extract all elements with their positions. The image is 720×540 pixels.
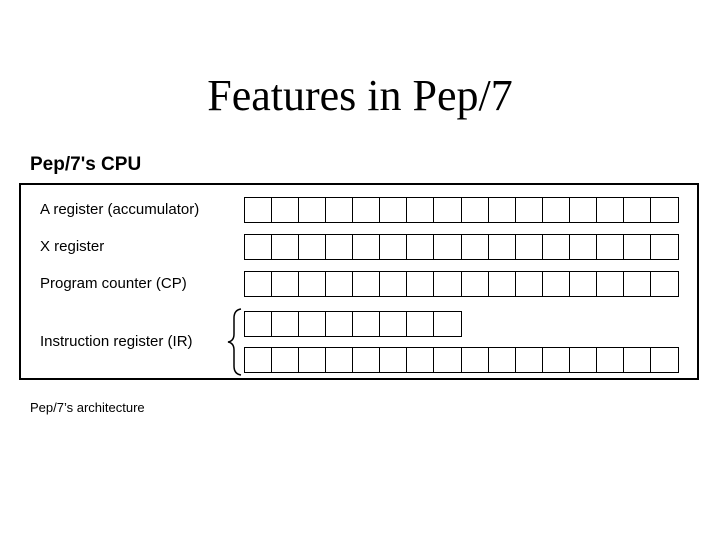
register-cell: [651, 348, 678, 372]
register-cell: [245, 272, 272, 296]
register-cell: [462, 235, 489, 259]
register-cell: [543, 198, 570, 222]
register-cell: [380, 235, 407, 259]
x-register-cells: [244, 234, 679, 260]
register-cell: [597, 235, 624, 259]
register-cell: [380, 312, 407, 336]
register-cell: [326, 235, 353, 259]
register-cell: [299, 348, 326, 372]
register-cell: [624, 272, 651, 296]
program-counter-cells: [244, 271, 679, 297]
register-cell: [489, 198, 516, 222]
register-cell: [651, 272, 678, 296]
register-cell: [570, 272, 597, 296]
register-cell: [299, 312, 326, 336]
x-register-label: X register: [40, 238, 105, 255]
register-cell: [326, 198, 353, 222]
register-cell: [245, 312, 272, 336]
register-cell: [543, 272, 570, 296]
figure-caption: Pep/7’s architecture: [30, 400, 145, 415]
register-cell: [326, 348, 353, 372]
register-cell: [272, 198, 299, 222]
register-cell: [245, 198, 272, 222]
register-cell: [462, 348, 489, 372]
a-register-cells: [244, 197, 679, 223]
program-counter-label: Program counter (CP): [40, 275, 187, 292]
register-cell: [516, 235, 543, 259]
register-cell: [597, 198, 624, 222]
a-register-label: A register (accumulator): [40, 201, 200, 218]
register-cell: [299, 272, 326, 296]
curly-brace-icon: [226, 308, 244, 376]
register-cell: [624, 348, 651, 372]
register-cell: [570, 235, 597, 259]
register-cell: [299, 198, 326, 222]
register-cell: [489, 272, 516, 296]
register-cell: [272, 235, 299, 259]
register-cell: [380, 348, 407, 372]
instruction-register-label: Instruction register (IR): [40, 333, 193, 350]
register-cell: [245, 235, 272, 259]
register-cell: [516, 272, 543, 296]
register-cell: [434, 272, 461, 296]
register-cell: [272, 272, 299, 296]
register-cell: [380, 272, 407, 296]
register-cell: [570, 348, 597, 372]
register-cell: [353, 235, 380, 259]
register-cell: [597, 348, 624, 372]
register-cell: [624, 235, 651, 259]
register-cell: [380, 198, 407, 222]
register-cell: [245, 348, 272, 372]
register-cell: [516, 198, 543, 222]
register-cell: [434, 312, 461, 336]
register-cell: [407, 235, 434, 259]
register-cell: [407, 198, 434, 222]
register-cell: [434, 235, 461, 259]
register-cell: [651, 235, 678, 259]
register-cell: [326, 272, 353, 296]
register-cell: [516, 348, 543, 372]
register-cell: [272, 348, 299, 372]
register-cell: [543, 235, 570, 259]
register-cell: [651, 198, 678, 222]
slide-title: Features in Pep/7: [207, 71, 513, 120]
cpu-heading: Pep/7's CPU: [30, 154, 142, 175]
register-cell: [299, 235, 326, 259]
register-cell: [570, 198, 597, 222]
register-cell: [434, 198, 461, 222]
register-cell: [272, 312, 299, 336]
register-cell: [326, 312, 353, 336]
register-cell: [353, 348, 380, 372]
register-cell: [407, 312, 434, 336]
instruction-register-lower-cells: [244, 347, 679, 373]
register-cell: [353, 312, 380, 336]
register-cell: [434, 348, 461, 372]
register-cell: [597, 272, 624, 296]
register-cell: [353, 198, 380, 222]
register-cell: [489, 348, 516, 372]
register-cell: [489, 235, 516, 259]
register-cell: [407, 348, 434, 372]
register-cell: [407, 272, 434, 296]
instruction-register-upper-cells: [244, 311, 462, 337]
register-cell: [543, 348, 570, 372]
register-cell: [624, 198, 651, 222]
register-cell: [462, 198, 489, 222]
register-cell: [462, 272, 489, 296]
register-cell: [353, 272, 380, 296]
